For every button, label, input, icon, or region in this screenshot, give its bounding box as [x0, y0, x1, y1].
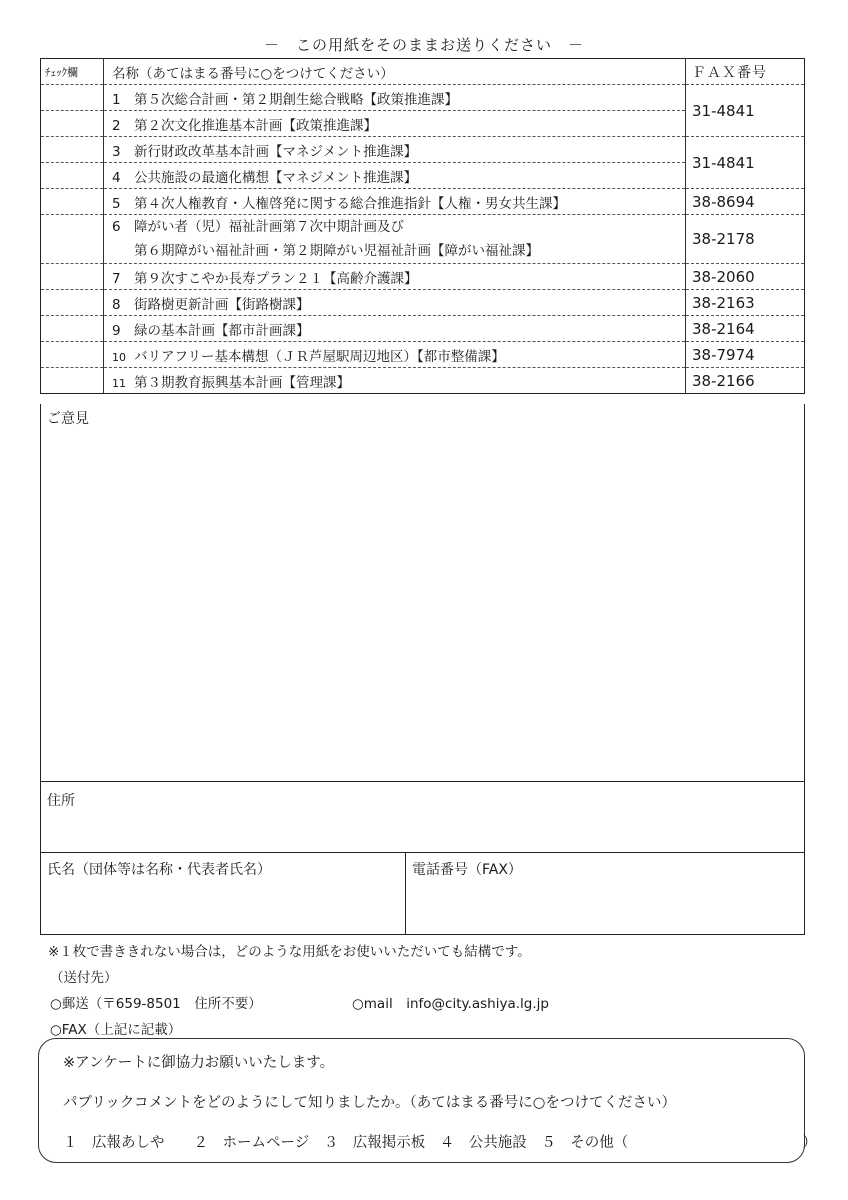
plan-name: 街路樹更新計画【街路樹課】 — [134, 296, 310, 313]
survey-question: パブリックコメントをどのようにして知りましたか。（あてはまる番号に○をつけてください） — [63, 1095, 676, 1111]
row-number: 7 — [112, 270, 121, 287]
row-number: 6 — [112, 219, 121, 235]
plan-name: 第３期教育振興基本計画【管理課】 — [134, 374, 350, 391]
check-column-header: ﾁｪｯｸ欄 — [41, 59, 104, 85]
table-row — [41, 264, 805, 290]
survey-options[interactable]: １ 広報あしや ２ ホームページ ３ 広報掲示板 ４ 公共施設 ５ その他（ ） — [63, 1135, 817, 1151]
row-number: 11 — [112, 376, 126, 390]
row-number: 4 — [112, 169, 121, 186]
name-label: 氏名（団体等は名称・代表者氏名） — [47, 862, 271, 878]
plan-name: 公共施設の最適化構想【マネジメント推進課】 — [134, 169, 418, 186]
plan-name-line2: 第６期障がい福祉計画・第２期障がい児福祉計画【障がい福祉課】 — [134, 243, 539, 259]
fax-number: 38-2166 — [686, 368, 805, 394]
email-info: ○mail info@city.ashiya.lg.jp — [352, 996, 549, 1012]
fax-number: 38-2163 — [686, 290, 805, 316]
fax-number: 38-2060 — [686, 264, 805, 290]
survey-intro: ※アンケートに御協力お願いいたします。 — [63, 1055, 335, 1071]
check-cell[interactable] — [41, 85, 104, 111]
row-number: 10 — [112, 350, 126, 364]
fax-number: 38-2178 — [686, 215, 805, 264]
check-cell[interactable] — [41, 264, 104, 290]
row-number: 5 — [112, 195, 121, 212]
table-row — [41, 215, 805, 264]
row-number: 3 — [112, 143, 121, 160]
opinion-box[interactable] — [40, 404, 805, 782]
plan-name: 障がい者（児）福祉計画第７次中期計画及び — [134, 219, 404, 235]
table-row — [41, 316, 805, 342]
table-row — [41, 85, 805, 111]
name-box[interactable] — [40, 852, 406, 935]
check-cell[interactable] — [41, 163, 104, 189]
phone-label: 電話番号（FAX） — [412, 862, 522, 878]
table-row — [41, 368, 805, 394]
page-title: － この用紙をそのままお送りください － — [263, 36, 584, 54]
row-number: 8 — [112, 296, 121, 313]
check-cell[interactable] — [41, 368, 104, 394]
row-number: 1 — [112, 91, 121, 108]
table-header-row — [41, 59, 805, 85]
plan-table — [40, 58, 805, 394]
fax-number: 38-2164 — [686, 316, 805, 342]
address-box[interactable] — [40, 781, 805, 853]
fax-number: 38-7974 — [686, 342, 805, 368]
fax-info: ○FAX（上記に記載） — [50, 1022, 182, 1038]
plan-name: 第５次総合計画・第２期創生総合戦略【政策推進課】 — [134, 91, 458, 108]
check-cell[interactable] — [41, 111, 104, 137]
check-cell[interactable] — [41, 316, 104, 342]
fax-number: 38-8694 — [686, 189, 805, 215]
check-cell[interactable] — [41, 215, 104, 264]
check-cell[interactable] — [41, 189, 104, 215]
note-line: ※１枚で書ききれない場合は，どのような用紙をお使いいただいても結構です。 — [48, 944, 531, 960]
plan-name: 緑の基本計画【都市計画課】 — [134, 322, 310, 339]
plan-name: バリアフリー基本構想（ＪＲ芦屋駅周辺地区）【都市整備課】 — [134, 348, 505, 365]
send-to-label: （送付先） — [50, 970, 118, 986]
row-number: 2 — [112, 117, 121, 134]
table-row — [41, 342, 805, 368]
table-row — [41, 137, 805, 163]
mail-info: ○郵送（〒659-8501 住所不要） — [50, 996, 262, 1012]
address-label: 住所 — [47, 793, 75, 809]
check-cell[interactable] — [41, 290, 104, 316]
plan-name: 第９次すこやか長寿プラン２１【高齢介護課】 — [134, 270, 418, 287]
check-cell[interactable] — [41, 342, 104, 368]
fax-column-header: ＦＡＸ番号 — [686, 59, 805, 85]
name-column-header: 名称（あてはまる番号に○をつけてください） — [104, 59, 686, 85]
plan-name: 新行財政改革基本計画【マネジメント推進課】 — [134, 143, 418, 160]
table-row — [41, 189, 805, 215]
plan-name: 第４次人権教育・人権啓発に関する総合推進指針【人権・男女共生課】 — [134, 195, 566, 212]
fax-number: 31-4841 — [686, 85, 805, 137]
survey-box — [38, 1038, 817, 1163]
phone-box[interactable] — [405, 852, 805, 935]
row-number: 9 — [112, 322, 121, 339]
plan-name: 第２次文化推進基本計画【政策推進課】 — [134, 117, 377, 134]
check-cell[interactable] — [41, 137, 104, 163]
opinion-label: ご意見 — [47, 411, 89, 427]
table-row — [41, 290, 805, 316]
fax-number: 31-4841 — [686, 137, 805, 189]
